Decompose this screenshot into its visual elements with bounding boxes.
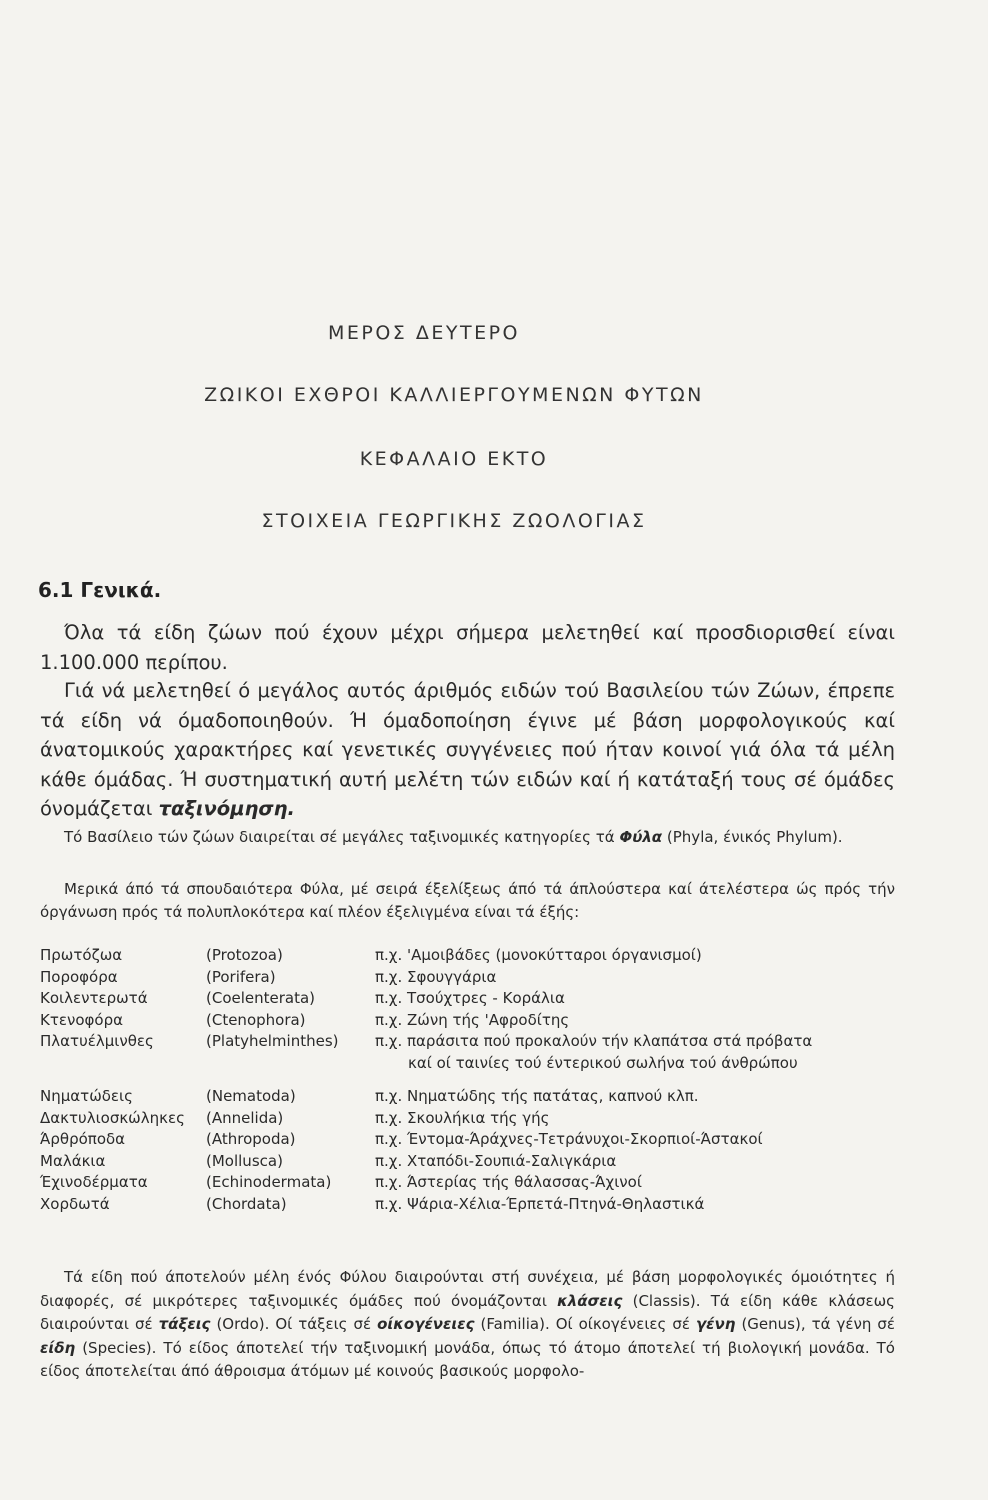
table-row bbox=[40, 1195, 920, 1217]
subject-title: ΖΩΙΚΟΙ ΕΧΘΡΟΙ ΚΑΛΛΙΕΡΓΟΥΜΕΝΩΝ ΦΥΤΩΝ bbox=[204, 384, 704, 406]
phylum-latin: (Nematoda) bbox=[206, 1087, 296, 1105]
phylum-greek: Άρθρόποδα bbox=[40, 1130, 126, 1148]
phylum-latin: (Annelida) bbox=[206, 1108, 284, 1127]
phylum-example-continued: καί οί ταινίες τού έντερικού σωλήνα τού άνθρώπου bbox=[408, 1053, 798, 1072]
phylum-greek: Πλατυέλμινθες bbox=[40, 1032, 154, 1050]
phylum-latin: (Porifera) bbox=[206, 967, 276, 986]
table-row bbox=[40, 1173, 920, 1195]
table-row bbox=[40, 968, 920, 990]
closing-paragraph bbox=[40, 1266, 895, 1384]
phylum-latin: (Platyhelminthes) bbox=[206, 1032, 339, 1050]
phylum-example: π.χ. Νηματώδης τής πατάτας, καπνού κλπ. bbox=[375, 1087, 699, 1105]
term-families: οίκογένειες bbox=[377, 1315, 475, 1333]
closing-text-3: (Ordo). Οί τάξεις σέ bbox=[216, 1315, 372, 1333]
term-species: είδη bbox=[40, 1338, 76, 1357]
table-row-continuation bbox=[40, 1054, 920, 1076]
term-orders: τάξεις bbox=[158, 1315, 211, 1333]
table-row bbox=[40, 1087, 920, 1109]
phylum-example: π.χ. Άστερίας τής θάλασσας-Άχινοί bbox=[375, 1173, 642, 1191]
closing-text-2: (Classis). Τά είδη κάθε κλάσεως διαιρούνται σέ bbox=[40, 1291, 895, 1333]
chapter-label: ΚΕΦΑΛΑΙΟ ΕΚΤΟ bbox=[359, 448, 549, 470]
phylum-example: π.χ. 'Αμοιβάδες (μονοκύτταροι όργανισμοί) bbox=[375, 946, 702, 964]
phylum-example: π.χ. Σφουγγάρια bbox=[375, 967, 497, 986]
phylum-greek: Πρωτόζωα bbox=[40, 946, 123, 964]
phylum-example: π.χ. Τσούχτρες - Κοράλια bbox=[375, 989, 565, 1007]
intro-paragraph-2-text: Γιά νά μελετηθεί ό μεγάλος αυτός άριθμός ειδών τού Βασιλείου τών Ζώων, έπρεπε τά είδη νά όμαδοποιηθούν. Ή όμαδοποίηση έγινε μέ βάση μορφολογικούς καί άνατομικούς χαρακτήρες καί γενετικές συγγένειες πού ήταν κοινοί γιά όλα τά μέλη κάθε όμάδας. Ή συστηματική αυτή μελέτη τών ειδών καί ή κατάταξή τους σέ όμάδες όνομάζεται bbox=[40, 679, 895, 820]
table-row bbox=[40, 1032, 920, 1054]
table-row bbox=[40, 1011, 920, 1033]
term-phyla: Φύλα bbox=[619, 828, 663, 846]
phylum-greek: Ποροφόρα bbox=[40, 967, 118, 986]
intro-paragraph-1: Όλα τά είδη ζώων πού έχουν μέχρι σήμερα μελετηθεί καί προσδιορισθεί είναι 1.100.000 περίπου. bbox=[40, 621, 895, 674]
table-row bbox=[40, 1152, 920, 1174]
closing-text-1: Τά είδη πού άποτελούν μέλη ένός Φύλου διαιρούνται στή συνέχεια, μέ βάση μορφολογικές όμοιότητες ή διαφορές, σέ μικρότερες ταξινομικές όμάδες πού όνομάζονται bbox=[40, 1268, 895, 1310]
phylum-example: π.χ. παράσιτα πού προκαλούν τήν κλαπάτσα στά πρόβατα bbox=[375, 1032, 813, 1050]
table-row bbox=[40, 1109, 920, 1131]
closing-text-5: (Genus), τά γένη σέ bbox=[741, 1315, 895, 1333]
phylum-greek: Δακτυλιοσκώληκες bbox=[40, 1108, 185, 1127]
table-row bbox=[40, 1130, 920, 1152]
phylum-greek: Χορδωτά bbox=[40, 1194, 110, 1213]
phyla-table bbox=[40, 946, 920, 1216]
kingdom-paragraph bbox=[40, 826, 895, 849]
phylum-latin: (Coelenterata) bbox=[206, 989, 316, 1007]
phylum-example: π.χ. Έντομα-Άράχνες-Τετράνυχοι-Σκορπιοί-Άστακοί bbox=[375, 1130, 763, 1148]
kingdom-paragraph-text-a: Τό Βασίλειο τών ζώων διαιρείται σέ μεγάλες ταξινομικές κατηγορίες τά bbox=[64, 828, 615, 846]
phylum-example: π.χ. Χταπόδι-Σουπιά-Σαλιγκάρια bbox=[375, 1151, 617, 1170]
phyla-intro-paragraph: Μερικά άπό τά σπουδαιότερα Φύλα, μέ σειρά έξελίξεως άπό τά άπλούστερα καί άτελέστερα ώς πρός τήν όργάνωση πρός τά πολυπλοκότερα καί πλέον έξελιγμένα είναι τά έξής: bbox=[40, 880, 895, 921]
closing-text-4: (Familia). Οί οίκογένειες σέ bbox=[480, 1315, 690, 1333]
phylum-latin: (Echinodermata) bbox=[206, 1173, 332, 1191]
section-heading: 6.1 Γενικά. bbox=[38, 578, 162, 602]
phylum-example: π.χ. Ψάρια-Χέλια-Έρπετά-Πτηνά-Θηλαστικά bbox=[375, 1194, 705, 1213]
phylum-greek: Κτενοφόρα bbox=[40, 1010, 124, 1029]
closing-text-6: (Species). Τό είδος άποτελεί τήν ταξινομική μονάδα, όπως τό άτομο άποτελεί τή βιολογική μονάδα. Τό είδος άποτελείται άπό άθροισμα άτόμων μέ κοινούς βασικούς μορφολο- bbox=[40, 1338, 895, 1380]
table-row bbox=[40, 946, 920, 968]
term-classes: κλάσεις bbox=[557, 1291, 623, 1310]
phylum-latin: (Ctenophora) bbox=[206, 1010, 306, 1029]
intro-paragraph-2 bbox=[40, 676, 895, 824]
phylum-latin: (Mollusca) bbox=[206, 1151, 283, 1170]
phylum-greek: Κοιλεντερωτά bbox=[40, 989, 148, 1007]
table-row bbox=[40, 989, 920, 1011]
phylum-example: π.χ. Σκουλήκια τής γής bbox=[375, 1108, 550, 1127]
phylum-example: π.χ. Ζώνη τής 'Αφροδίτης bbox=[375, 1010, 570, 1029]
phylum-latin: (Protozoa) bbox=[206, 946, 283, 964]
term-genera: γένη bbox=[695, 1315, 736, 1333]
part-title: ΜΕΡΟΣ ΔΕΥΤΕΡΟ bbox=[328, 322, 520, 344]
kingdom-paragraph-text-b: (Phyla, ένικός Phylum). bbox=[666, 828, 843, 846]
phylum-greek: Έχινοδέρματα bbox=[40, 1173, 148, 1191]
phylum-latin: (Chordata) bbox=[206, 1194, 287, 1213]
phylum-greek: Μαλάκια bbox=[40, 1151, 106, 1170]
phylum-greek: Νηματώδεις bbox=[40, 1087, 133, 1105]
phylum-latin: (Athropoda) bbox=[206, 1130, 296, 1148]
term-taxonomy: ταξινόμηση. bbox=[158, 797, 295, 820]
chapter-title: ΣΤΟΙΧΕΙΑ ΓΕΩΡΓΙΚΗΣ ΖΩΟΛΟΓΙΑΣ bbox=[261, 510, 647, 532]
